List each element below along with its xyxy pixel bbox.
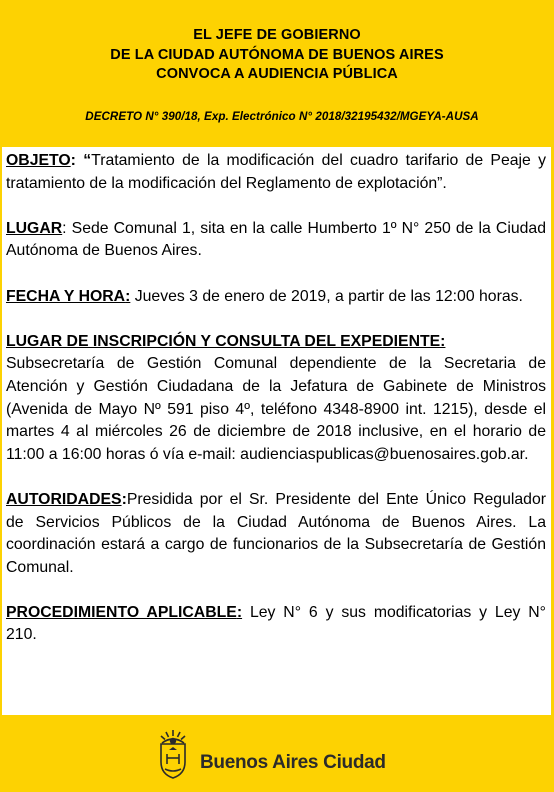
title-block (0, 26, 554, 85)
text-objeto: Tratamiento de la modificación del cuadro tarifario de Peaje y tratamiento de la modificación del Reglamento de explotación”. (6, 152, 546, 192)
autoridades-colon: : (121, 490, 127, 508)
city-coat-of-arms-icon (156, 728, 190, 780)
section-procedimiento (6, 602, 546, 647)
objeto-colon: : (70, 152, 76, 169)
text-procedimiento: Ley N° 6 y sus modificatorias y Ley N° 210. (6, 603, 546, 644)
section-lugar (6, 218, 546, 263)
brand-name: Buenos Aires Ciudad (200, 752, 386, 773)
section-objeto (6, 150, 546, 195)
header-banner (0, 0, 554, 147)
objeto-quote: “ (75, 152, 92, 169)
brand-logo (156, 728, 396, 780)
text-fecha-hora: Jueves 3 de enero de 2019, a partir de las 12:00 horas. (130, 287, 523, 305)
notice-body (6, 150, 546, 670)
text-autoridades: Presidida por el Sr. Presidente del Ente Único Regulador de Servicios Públicos de la Ciudad Autónoma de Buenos Aires. La coordinación estará a cargo de funcionarios de la Subsecretaría de Gestión Comunal. (6, 490, 546, 576)
section-inscripcion (6, 331, 546, 467)
title-line-3: CONVOCA A AUDIENCIA PÚBLICA (156, 66, 398, 82)
decree-reference: DECRETO N° 390/18, Exp. Electrónico N° 2018/32195432/MGEYA-AUSA (85, 110, 479, 123)
section-autoridades (6, 489, 546, 579)
text-lugar: : Sede Comunal 1, sita en la calle Humberto 1º N° 250 de la Ciudad Autónoma de Buenos Aires. (6, 219, 546, 260)
label-fecha-hora: FECHA Y HORA (6, 287, 126, 305)
label-objeto: OBJETO (6, 152, 71, 169)
text-inscripcion: Subsecretaría de Gestión Comunal dependiente de la Secretaria de Atención y Gestión Ciudadana de la Jefatura de Gabinete de Ministros (Avenida de Mayo Nº 591 piso 4º, teléfono 4348-8900 int. 1215), desde el martes 4 al miércoles 26 de diciembre de 2018 inclusive, en el horario de 11:00 a 16:00 horas ó vía e-mail: audienciaspublicas@buenosaires.gob.ar. (6, 355, 546, 463)
section-fecha-hora (6, 286, 546, 309)
fecha-colon: : (125, 287, 131, 305)
title-line-2: DE LA CIUDAD AUTÓNOMA DE BUENOS AIRES (110, 46, 444, 63)
label-autoridades: AUTORIDADES (6, 490, 122, 508)
label-inscripcion: LUGAR DE INSCRIPCIÓN Y CONSULTA DEL EXPEDIENTE: (6, 332, 446, 350)
title-line-1: EL JEFE DE GOBIERNO (193, 27, 361, 43)
footer-banner (0, 715, 554, 792)
procedimiento-colon: : (236, 603, 243, 621)
label-procedimiento: PROCEDIMIENTO APLICABLE (6, 603, 237, 621)
left-border (0, 147, 2, 715)
label-lugar: LUGAR (6, 219, 63, 237)
